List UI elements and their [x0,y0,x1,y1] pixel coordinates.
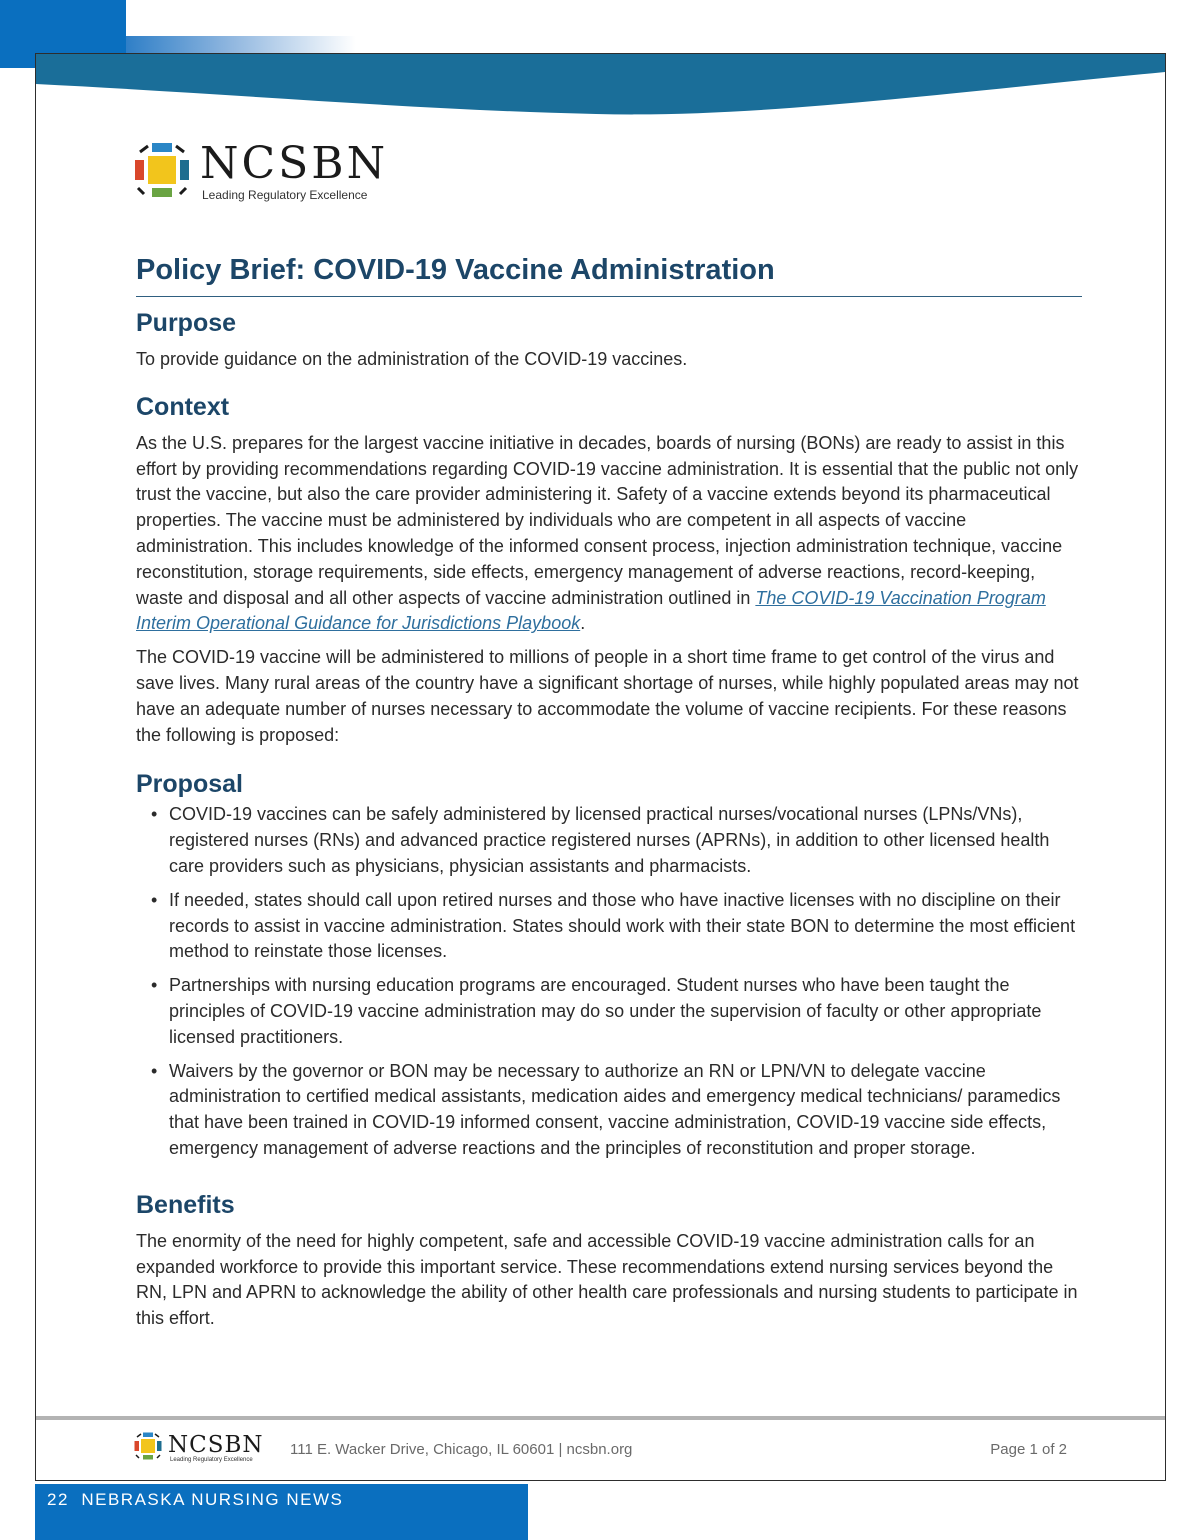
context-paragraph-1-end: . [580,613,586,634]
benefits-text: The enormity of the need for highly competent, safe and accessible COVID-19 vaccine administration calls for an expanded workforce to provide this important service. These recommendations extend nursing services beyond the RN, LPN and APRN to acknowledge the ability of other health care professionals and nursing students to participate in this effort. [136,1230,1078,1329]
publication-bar [35,1484,528,1540]
context-paragraph-2: The COVID-19 vaccine will be administered to millions of people in a short time frame to get control of the virus and save lives. Many rural areas of the country have a significant shortage of nurses, while highly populated areas may not have an adequate number of nurses necessary to accommodate the volume of vaccine recipients. For these reasons the following is proposed: [136,647,1079,745]
benefits-heading: Benefits [136,1190,235,1219]
proposal-item: • Partnerships with nursing education programs are encouraged. Student nurses who have been taught the principles of COVID-19 vaccine administration may do so under the supervision of faculty or other appropriate licensed practitioners. [136,973,1086,1050]
header-wave-band [36,54,1165,118]
document-page [35,53,1166,1481]
footer-address: 111 E. Wacker Drive, Chicago, IL 60601 | ncsbn.org [290,1441,633,1458]
page-number: Page 1 of 2 [990,1441,1067,1458]
footer-ncsbn-logo [134,1432,274,1466]
proposal-item: • COVID-19 vaccines can be safely administered by licensed practical nurses/vocational nurses (LPNs/VNs), registered nurses (RNs) and advanced practice registered nurses (APRNs), in addition to other licensed health care providers such as physicians, physician assistants and pharmacists. [136,802,1086,879]
purpose-heading: Purpose [136,309,237,337]
context-paragraph-1-lead: As the U.S. prepares for the largest vaccine initiative in decades, boards of nursing (BONs) are ready to assist in this effort by providing recommendations regarding COVID-19 vaccine administration. It is essential that the public not only trust the vaccine, but also the care provider administering it. Safety of a vaccine extends beyond its pharmaceutical properties. The vaccine must be administered by individuals who are competent in all aspects of vaccine administration. This includes knowledge of the informed consent process, injection administration technique, vaccine reconstitution, storage requirements, side effects, emergency management of adverse reactions, record-keeping, waste and disposal and all other aspects of vaccine administration outlined in [136,432,1079,608]
proposal-heading: Proposal [136,770,243,799]
footer-ncsbn-mark-icon [134,1432,162,1460]
ncsbn-logo [134,140,394,210]
context-heading: Context [136,392,230,421]
logo-tagline: Leading Regulatory Excellence [202,188,368,202]
footer-divider [36,1416,1165,1420]
publication-label: 22 NEBRASKA NURSING NEWS [47,1490,344,1509]
ncsbn-mark-icon [134,142,190,198]
purpose-text: To provide guidance on the administration of the COVID-19 vaccines. [136,349,688,369]
proposal-item: • If needed, states should call upon retired nurses and those who have inactive licenses with no discipline on their records to assist in vaccine administration. States should work with their state BON to determine the most efficient method to reinstate those licenses. [136,888,1086,965]
logo-wordmark: NCSBN [200,138,389,189]
proposal-item: • Waivers by the governor or BON may be necessary to authorize an RN or LPN/VN to delegate vaccine administration to certified medical assistants, medication aides and emergency medical technicians/ paramedics that have been trained in COVID-19 informed consent, vaccine administration, COVID-19 vaccine side effects, emergency management of adverse reactions and the principles of reconstitution and proper storage. [136,1059,1086,1162]
footer-logo-wordmark: NCSBN [168,1432,264,1458]
proposal-list [136,802,1086,1161]
footer-logo-tagline: Leading Regulatory Excellence [170,1457,253,1463]
playbook-link[interactable]: The COVID-19 Vaccination Program Interim Operational Guidance for Jurisdictions Playbook [136,587,1046,634]
policy-brief-content [136,254,1086,1332]
page-title: Policy Brief: COVID-19 Vaccine Administration [136,254,1082,297]
context-paragraph-1 [136,431,1086,637]
